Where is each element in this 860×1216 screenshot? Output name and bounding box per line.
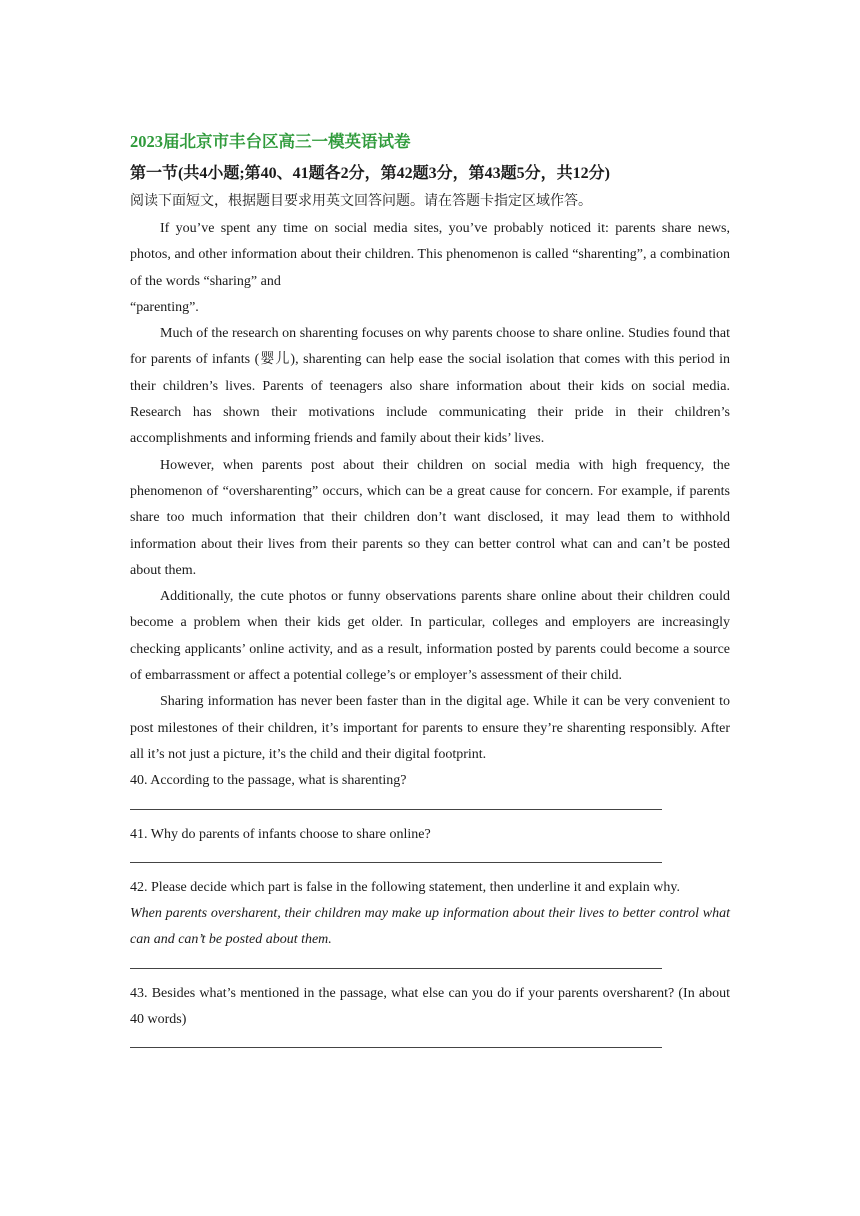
question-43: 43. Besides what’s mentioned in the passage, what else can you do if your parents oversharent? (In about 40 words) xyxy=(130,985,730,1028)
answer-line-41[interactable] xyxy=(130,848,662,863)
question-list xyxy=(130,768,730,1048)
question-42: 42. Please decide which part is false in the following statement, then underline it and explain why. xyxy=(130,879,680,895)
answer-line-42[interactable] xyxy=(130,954,662,969)
answer-line-40[interactable] xyxy=(130,795,662,810)
exam-page xyxy=(130,130,730,1060)
reading-passage xyxy=(130,216,730,768)
question-42-statement: When parents oversharent, their children may make up information about their lives to better control what can and can’t be posted about them. xyxy=(130,906,730,948)
passage-paragraph-1-continued: “parenting”. xyxy=(130,299,199,315)
question-40: 40. According to the passage, what is sharenting? xyxy=(130,773,407,789)
answer-line-43[interactable] xyxy=(130,1033,662,1048)
passage-paragraph-1: If you’ve spent any time on social media sites, you’ve probably noticed it: parents share news, photos, and other information about their children. This phenomenon is called “sharenting”, a combination of the words “sharing” and xyxy=(130,221,730,289)
passage-paragraph-3: However, when parents post about their children on social media with high frequency, the phenomenon of “oversharenting” occurs, which can be a great cause for concern. For example, if parents share too much information that their children don’t want disclosed, it may lead them to withhold information about their lives from their parents so they can better control what can and can’t be posted about them. xyxy=(130,457,730,578)
passage-paragraph-5: Sharing information has never been faster than in the digital age. While it can be very convenient to post milestones of their children, it’s important for parents to ensure they’re sharenting responsibly. After all it’s not just a picture, it’s the child and their digital footprint. xyxy=(130,694,730,762)
exam-title: 2023届北京市丰台区高三一模英语试卷 xyxy=(130,132,411,151)
passage-paragraph-2: Much of the research on sharenting focuses on why parents choose to share online. Studies found that for parents of infants (婴儿), sharenting can help ease the social isolation that comes with this period in their children’s lives. Parents of teenagers also share information about their kids on social media. Research has shown their motivations include communicating their pride in their children’s accomplishments and informing friends and family about their kids’ lives. xyxy=(130,326,730,447)
instructions: 阅读下面短文，根据题目要求用英文回答问题。请在答题卡指定区域作答。 xyxy=(130,194,592,209)
question-41: 41. Why do parents of infants choose to share online? xyxy=(130,826,431,842)
section-heading: 第一节(共4小题;第40、41题各2分，第42题3分，第43题5分，共12分) xyxy=(130,165,610,182)
passage-paragraph-4: Additionally, the cute photos or funny observations parents share online about their children could become a problem when their kids get older. In particular, colleges and employers are increasingly checking applicants’ online activity, and as a result, information posted by parents could become a source of embarrassment or affect a potential college’s or employer’s assessment of their child. xyxy=(130,589,730,684)
